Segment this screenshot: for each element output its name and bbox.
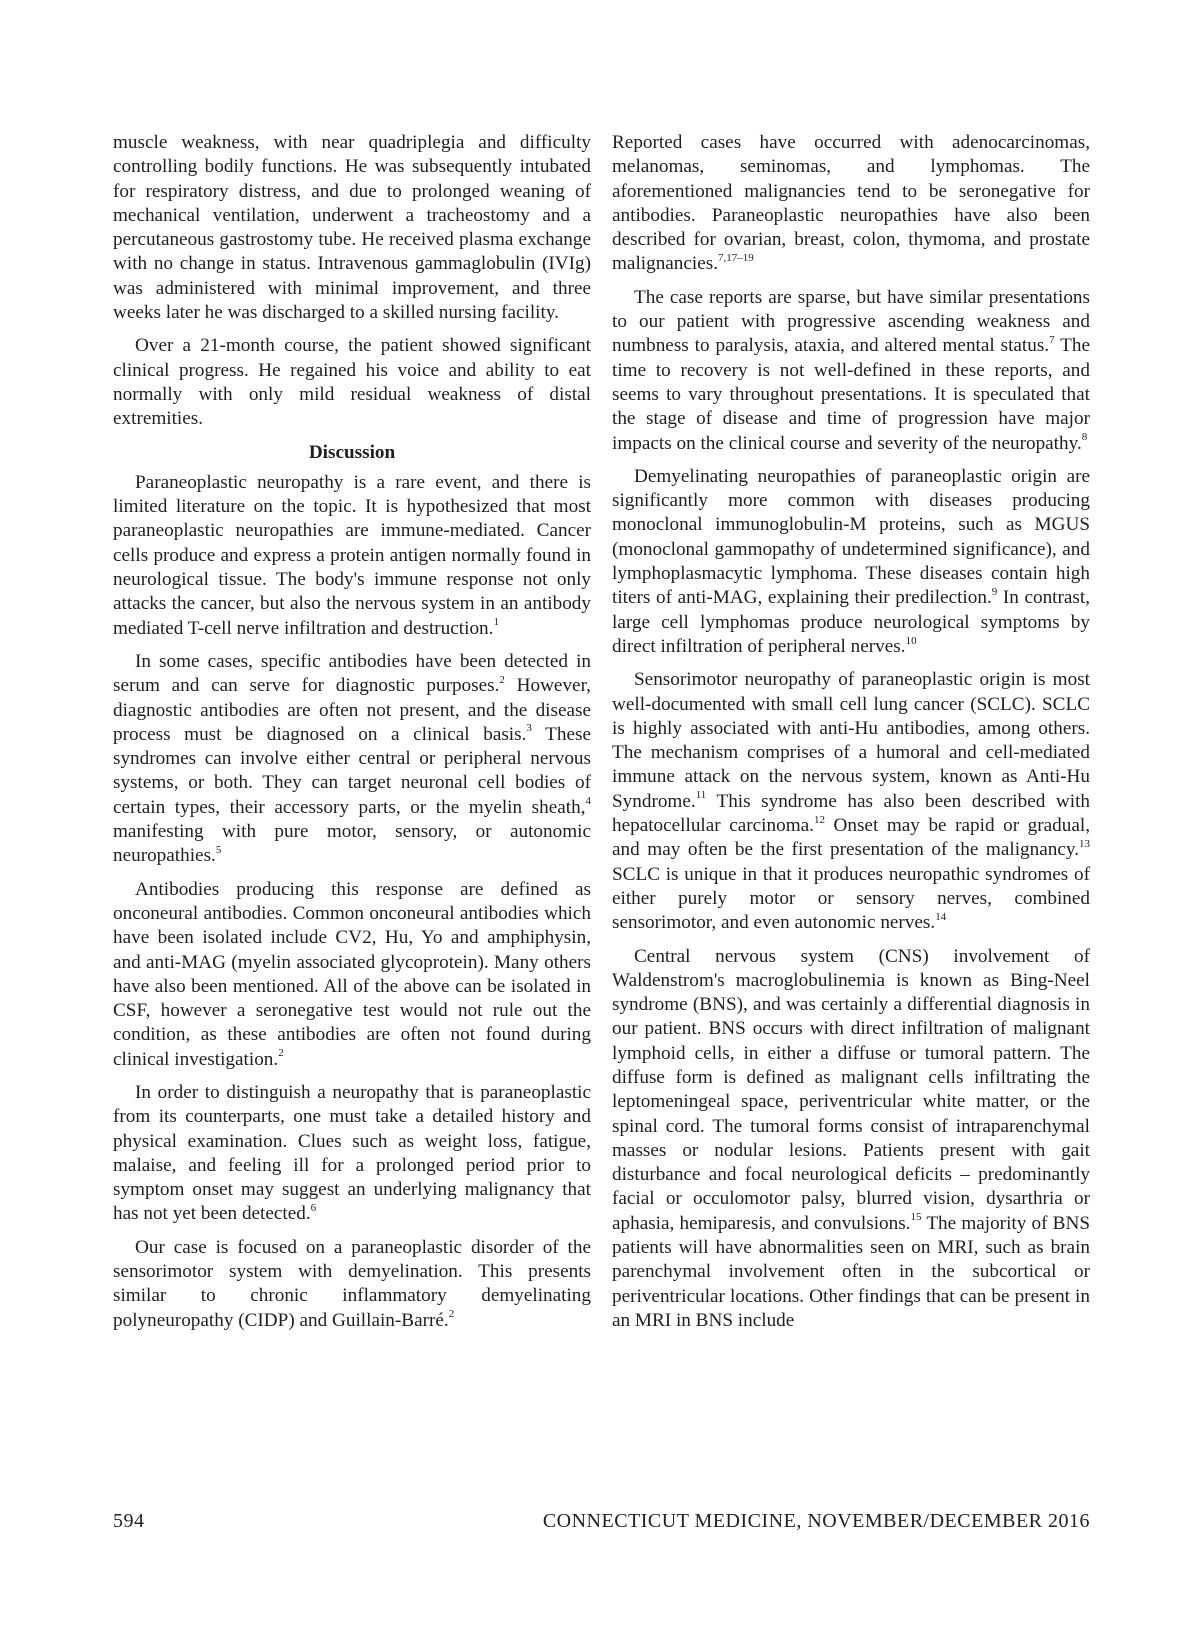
paragraph-sensorimotor-sclc: Sensorimotor neuropathy of paraneoplastic origin is most well-documented with small cell lung cancer (SCLC). SCLC is highly associated with anti-Hu antibodies, among others. The mechanism comprises of a humoral and cell-mediated immune attack on the nervous system, known as Anti-Hu Syndrome.$^{11}$ This syndrome has also been described with hepatocellular carcinoma.$^{12}$ Onset may be rapid or gradual, and may often be the first presentation of the malignancy.$^{13}$ SCLC is unique in that it produces neuropathic syndromes of either purely motor or sensory nerves, combined sensorimotor, and even autonomic nerves.$^{14}$ [612,669,1090,934]
paragraph-reported-cases: Reported cases have occurred with adenocarcinomas, melanomas, seminomas, and lymphomas. The aforementioned malignancies tend to be seronegative for antibodies. Paraneoplastic neuropathies have also been described for ovarian, breast, colon, thymoma, and prostate malignancies.$^{7,17-19}$ [612,132,1090,275]
citation-ref: 5 [215,843,222,856]
citation-ref: 10 [905,634,917,647]
paragraph-antibodies-diagnosis: In some cases, specific antibodies have been detected in serum and can serve for diagnostic purposes.$^2$ However, diagnostic antibodies are often not present, and the disease process must be diagnosed on a clinical basis.$^3$ These syndromes can involve either central or peripheral nervous systems, or both. They can target neuronal cell bodies of certain types, their accessory parts, or the myelin sheath,$^4$ manifesting with pure motor, sensory, or autonomic neuropathies.$^5$ [113,650,591,867]
paragraph-case-continued: muscle weakness, with near quadriplegia and difficulty controlling bodily functions. He was subsequently intubated for respiratory distress, and due to prolonged weaning of mechanical ventilation, underwent a tracheostomy and a percutaneous gastrostomy tube. He received plasma exchange with no change in status. Intravenous gammaglobulin (IVIg) was administered with minimal improvement, and three weeks later he was discharged to a skilled nursing facility. [113,132,591,324]
citation-ref: 7,17–19 [718,252,754,265]
paragraph-outcome: Over a 21-month course, the patient showed significant clinical progress. He regained his voice and ability to eat normally with only mild residual weakness of distal extremities. [113,335,591,430]
paragraph-demyelinating: Demyelinating neuropathies of paraneoplastic origin are significantly more common with diseases producing monoclonal immunoglobulin-M proteins, such as MGUS (monoclonal gammopathy of undetermined significance), and lymphoplasmacytic lymphoma. These diseases contain high titers of anti-MAG, explaining their predilection.$^9$ In contrast, large cell lymphomas produce neurological symptoms by direct infiltration of peripheral nerves.$^{10}$ [612,465,1090,657]
citation-ref: 1 [493,616,499,629]
citation-ref: 4 [585,795,591,808]
paragraph-discussion-intro: Paraneoplastic neuropathy is a rare event, and there is limited literature on the topic. It is hypothesized that most paraneoplastic neuropathies are immune-mediated. Cancer cells produce and express a protein antigen normally found in neurological tissue. The body's immune response not only attacks the cancer, but also the nervous system in an antibody mediated T-cell nerve infiltration and destruction.$^1$ [113,471,591,639]
paragraph-bing-neel: Central nervous system (CNS) involvement of Waldenstrom's macroglobulinemia is known as Bing-Neel syndrome (BNS), and was certainly a differential diagnosis in our patient. BNS occurs with direct infiltration of malignant lymphoid cells, in either a diffuse or tumoral pattern. The diffuse form is defined as malignant cells infiltrating the leptomeningeal space, periventricular white matter, or the spinal cord. The tumoral forms consist of intraparenchymal masses or nodular lesions. Patients present with gait disturbance and focal neurological deficits – predominantly facial or occulomotor palsy, blurred vision, dysarthria or aphasia, hemiparesis, and convulsions.$^{15}$ The majority of BNS patients will have abnormalities seen on MRI, such as brain parenchymal involvement often in the subcortical or periventricular locations. Other findings that can be present in an MRI in BNS include [612,945,1090,1331]
citation-ref: 14 [935,910,947,923]
citation-ref: 2 [278,1047,284,1060]
paragraph-case-focus: Our case is focused on a paraneoplastic disorder of the sensorimotor system with demyelination. This presents similar to chronic inflammatory demyelinating polyneuropathy (CIDP) and Guillain-Barré.$^2$ [113,1236,591,1331]
citation-ref: 13 [1079,837,1090,850]
citation-ref: 2 [499,673,505,686]
citation-ref: 8 [1081,431,1088,444]
citation-ref: 2 [448,1308,455,1321]
section-heading-discussion: Discussion [308,441,396,463]
page-number: 594 [113,1510,145,1532]
citation-ref: 6 [310,1202,317,1215]
paragraph-distinguishing-neuropathy: In order to distinguish a neuropathy that is paraneoplastic from its counterparts, one must take a detailed history and physical examination. Clues such as weight loss, fatigue, malaise, and feeling ill for a prolonged period prior to symptom onset may suggest an underlying malignancy that has not yet been detected.$^6$ [113,1081,591,1225]
citation-ref: 15 [910,1211,922,1224]
left-column [113,131,591,1342]
citation-ref: 3 [526,722,532,735]
paragraph-onconeural-antibodies: Antibodies producing this response are defined as onconeural antibodies. Common onconeural antibodies which have been isolated include CV2, Hu, Yo and amphiphysin, and anti-MAG (myelin associated glycoprotein). Many others have also been mentioned. All of the above can be isolated in CSF, however a seronegative test would not rule out the condition, as these antibodies are often not found during clinical investigation.$^2$ [113,878,591,1070]
citation-ref: 9 [991,585,998,598]
citation-ref: 12 [813,813,825,826]
paragraph-case-reports: The case reports are sparse, but have similar presentations to our patient with progressive ascending weakness and numbness to paralysis, ataxia, and altered mental status.$^7$ The time to recovery is not well-defined in these reports, and seems to vary throughout presentations. It is speculated that the stage of disease and time of progression have major impacts on the clinical course and severity of the neuropathy.$^8$ [612,286,1090,454]
citation-ref: 11 [695,789,707,802]
citation-ref: 7 [1049,333,1055,346]
right-column [612,131,1090,1342]
running-title: CONNECTICUT MEDICINE, NOVEMBER/DECEMBER 2016 [542,1510,1090,1532]
